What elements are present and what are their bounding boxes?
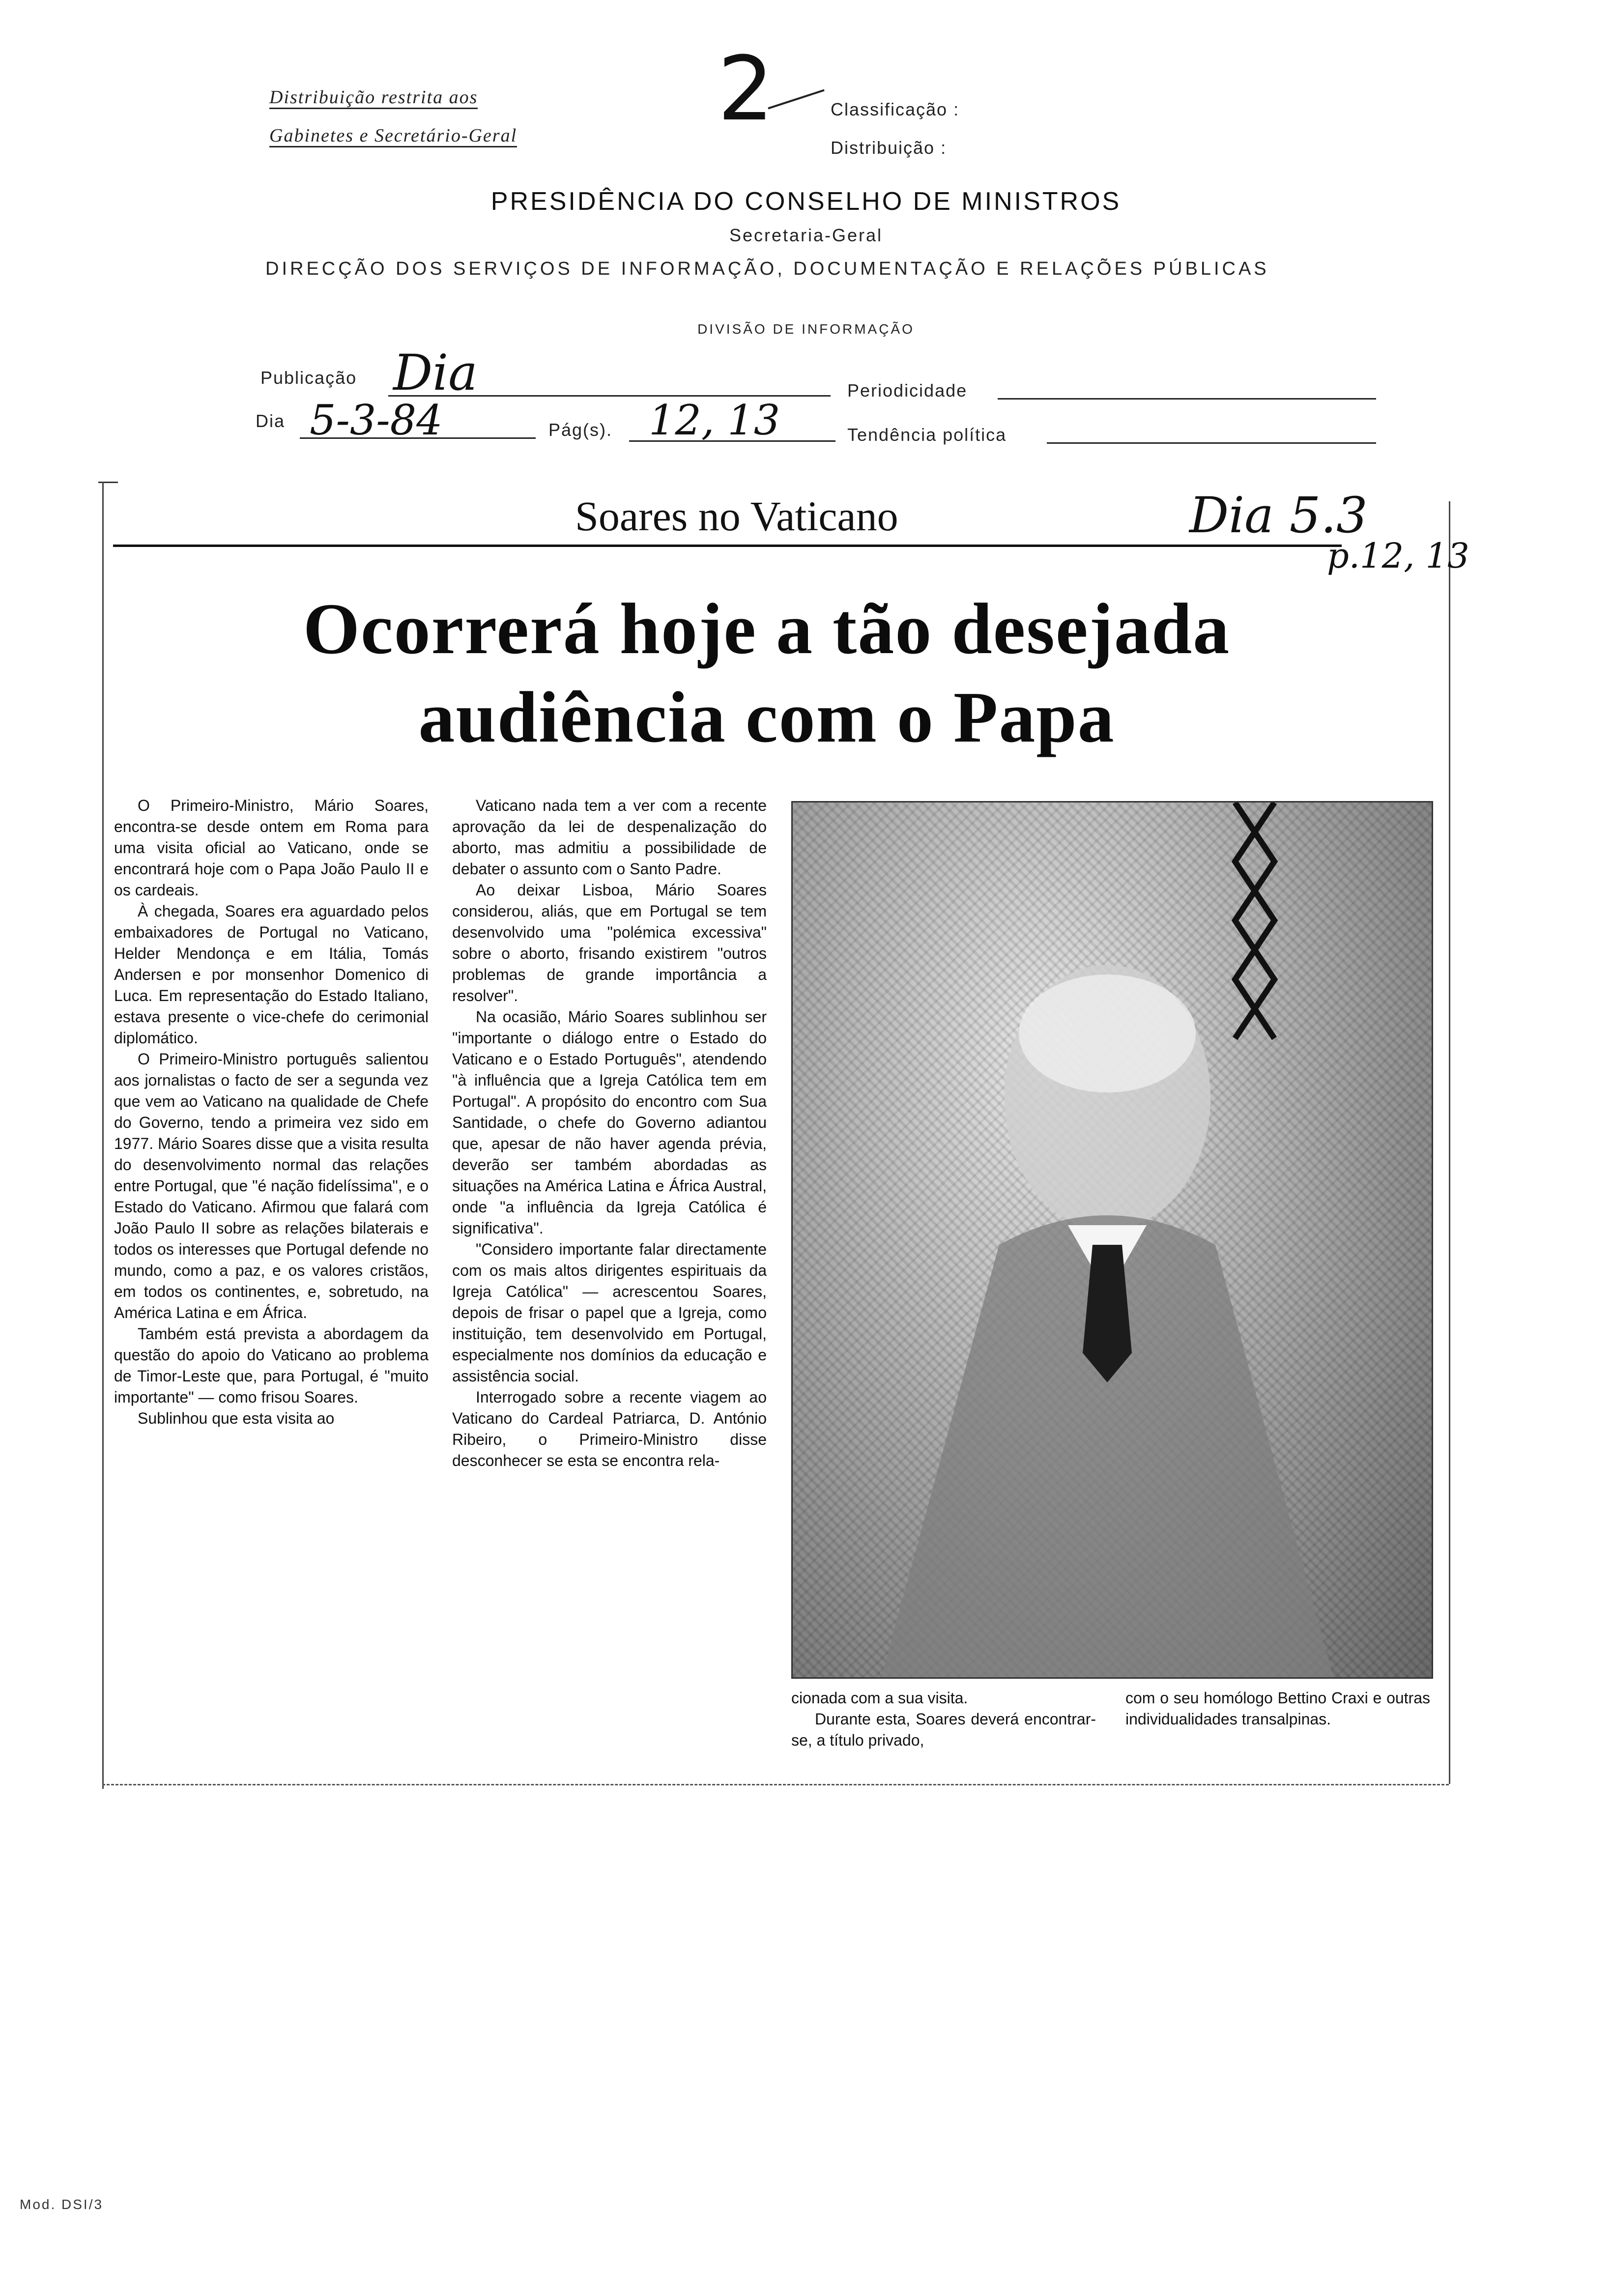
article-paragraph: Durante esta, Soares deverá encontrar-se, a título privado, <box>791 1710 1096 1749</box>
tendency-underline <box>1047 442 1376 444</box>
article-column-4 <box>1125 1688 1430 1730</box>
article-kicker: Soares no Vaticano <box>575 492 898 540</box>
publication-label: Publicação <box>260 368 357 388</box>
clipping-left-edge <box>102 482 104 1789</box>
article-paragraph: Também está prevista a abordagem da questão do apoio do Vaticano ao problema de Timor-Leste que, para Portugal, é "muito importante" — como frisou Soares. <box>114 1325 429 1406</box>
headline <box>118 585 1415 762</box>
stamp-stroke <box>768 89 824 110</box>
distribution-line-1: Distribuição restrita aos <box>269 86 478 108</box>
periodicity-underline <box>998 398 1376 400</box>
article-paragraph: cionada com a sua visita. <box>791 1689 968 1707</box>
article-paragraph: Ao deixar Lisboa, Mário Soares considerou, aliás, que em Portugal se tem desenvolvido uma "polémica excessiva" sobre o aborto, frisando existirem "outros problemas de grande importância a resolver". <box>452 881 767 1004</box>
article-column-2 <box>452 795 767 1471</box>
org-subtitle: Secretaria-Geral <box>729 225 883 245</box>
clipping-bottom-edge <box>102 1784 1449 1785</box>
article-column-1 <box>114 795 429 1429</box>
classification-label: Classificação : <box>831 99 960 119</box>
clip-mark-top-left <box>98 482 118 483</box>
form-code: Mod. DSI/3 <box>20 2197 104 2212</box>
article-paragraph: Na ocasião, Mário Soares sublinhou ser "importante o diálogo entre o Estado do Vaticano e o Estado Português", atendendo "à influência que a Igreja Católica tem em Portugal". A propósito do encontro com Sua Santidade, o chefe do Governo adiantou que, apesar de não haver agenda prévia, deverão ser também abordadas as situações na América Latina e África Austral, onde "a influência da Igreja Católica é significativa". <box>452 1008 767 1237</box>
headline-line-1: Ocorrerá hoje a tão desejada <box>303 589 1231 669</box>
kicker-rule <box>113 545 1342 547</box>
photo-mario-soares <box>791 801 1433 1679</box>
day-label: Dia <box>256 411 286 431</box>
article-paragraph: com o seu homólogo Bettino Craxi e outras individualidades transalpinas. <box>1125 1689 1430 1728</box>
article-paragraph: Vaticano nada tem a ver com a recente aprovação da lei de despenalização do aborto, mas admitiu a possibilidade de debater o assunto com o Santo Padre. <box>452 797 767 878</box>
headline-line-2: audiência com o Papa <box>418 677 1115 758</box>
margin-note-pages: p.12, 13 <box>1327 536 1469 576</box>
article-paragraph: O Primeiro-Ministro português salientou aos jornalistas o facto de ser a segunda vez que vem ao Vaticano na qualidade de Chefe do Governo, tendo a primeira vez sido em 1977. Mário Soares disse que a visita resulta do desenvolvimento normal das relações entre Portugal, que "é nação fidelíssima", e o Estado do Vaticano. Afirmou que falará com João Paulo II sobre as relações bilaterais e todos os interesses que Portugal defende no mundo, como a paz, e os valores cristãos, em todos os continentes, e, sobretudo, na América Latina e em África. <box>114 1050 429 1321</box>
org-name: PRESIDÊNCIA DO CONSELHO DE MINISTROS <box>490 187 1122 216</box>
division-title: DIVISÃO DE INFORMAÇÃO <box>697 321 915 337</box>
article-paragraph: O Primeiro-Ministro, Mário Soares, encontra-se desde ontem em Roma para uma visita oficial ao Vaticano, onde se encontrará hoje com o Papa João Paulo II e os cardeais. <box>114 797 429 899</box>
periodicity-label: Periodicidade <box>847 380 968 401</box>
clipping-right-edge <box>1449 501 1450 1784</box>
directorate-title: DIRECÇÃO DOS SERVIÇOS DE INFORMAÇÃO, DOCUMENTAÇÃO E RELAÇÕES PÚBLICAS <box>265 258 1269 279</box>
article-paragraph: Sublinhou que esta visita ao <box>138 1409 335 1427</box>
day-underline <box>300 437 536 439</box>
article-paragraph: À chegada, Soares era aguardado pelos embaixadores de Portugal no Vaticano, Helder Mendonça e em Itália, Tomás Andersen e por monsenhor Domenico di Luca. Em representação do Estado Italiano, estava presente o vice-chefe do cerimonial diplomático. <box>114 902 429 1047</box>
article-paragraph: "Considero importante falar directamente com os mais altos dirigentes espirituais da Igreja Católica" — acrescentou Soares, depois de frisar o papel que a Igreja, como instituição, tem desenvolvido em Portugal, especialmente nos domínios da educação e assistência social. <box>452 1240 767 1385</box>
distribution-line-2: Gabinetes e Secretário-Geral <box>269 125 517 146</box>
tendency-label: Tendência política <box>847 425 1007 445</box>
margin-note-date: Dia 5.3 <box>1189 487 1368 544</box>
distribution-label: Distribuição : <box>831 138 947 158</box>
handwritten-stamp-mark: 2 <box>718 38 774 141</box>
photo-figure <box>793 803 1432 1677</box>
pages-underline <box>629 440 835 442</box>
article-column-3 <box>791 1688 1096 1751</box>
publication-value: Dia <box>393 344 478 402</box>
pages-label: Pág(s). <box>548 420 613 440</box>
article-paragraph: Interrogado sobre a recente viagem ao Vaticano do Cardeal Patriarca, D. António Ribeiro, o Primeiro-Ministro disse desconhecer se esta se encontra rela- <box>452 1388 767 1469</box>
day-value: 5-3-84 <box>310 396 443 444</box>
pages-value: 12, 13 <box>649 396 780 444</box>
